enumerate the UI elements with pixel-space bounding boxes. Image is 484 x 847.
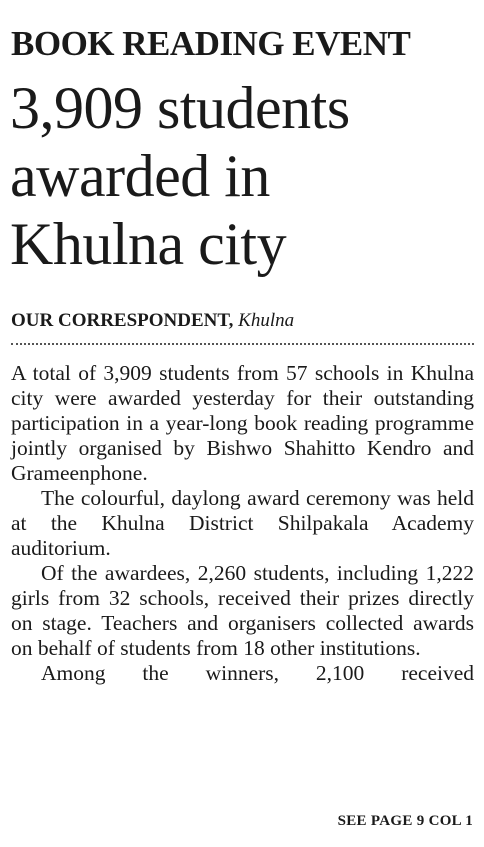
byline-author: OUR CORRESPONDENT,	[11, 310, 234, 331]
body-paragraph: A total of 3,909 students from 57 schools in Khulna city were awarded yesterday for their outstanding participation in a year-long book reading programme jointly organised by Bishwo Shahitto Kendro and Grameenphone.	[11, 361, 474, 485]
article-body	[11, 361, 474, 686]
headline-line: 3,909 students	[10, 75, 350, 141]
headline	[10, 74, 480, 278]
byline	[11, 310, 294, 332]
byline-location: Khulna	[238, 310, 295, 331]
body-paragraph: Of the awardees, 2,260 students, including 1,222 girls from 32 schools, received their prizes directly on stage. Teachers and organisers collected awards on behalf of students from 18 other institutions.	[11, 561, 474, 660]
headline-line: awarded in	[10, 143, 270, 209]
dotted-divider	[11, 343, 474, 345]
headline-line: Khulna city	[10, 211, 287, 277]
kicker: BOOK READING EVENT	[11, 24, 411, 63]
body-paragraph: Among the winners, 2,100 received	[41, 661, 474, 685]
body-paragraph: The colourful, daylong award ceremony was held at the Khulna District Shilpakala Academy auditorium.	[11, 486, 474, 560]
continuation-jump: SEE PAGE 9 COL 1	[337, 813, 473, 829]
